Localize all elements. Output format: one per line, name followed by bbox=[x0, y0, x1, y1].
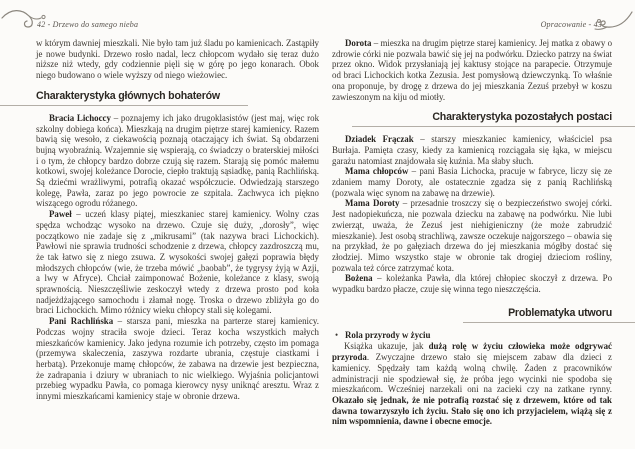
problem-text-bold: dużą rolę w życiu człowieka może odgrywać przyroda bbox=[332, 341, 612, 363]
character-description: – starsza pani, mieszka na parterze starej kamienicy. Podczas wojny straciła swoje dzieci. Teraz kocha wszystkich małych mieszkańców kamienicy. Jako jedyna rozumie ich potrzeby, często im pomaga (przemywa skaleczenia, zaszywa rozdarte ubrania, częstuje ciastkami i herbatą). Przekonuje mamę chłopców, że zabawa na drzewie jest bezpieczna, że zadrapania i dziury w ubraniach to nic wielkiego. Wyjaśnia policjantowi przebieg wypadku Pawła, co pomaga kierowcy nysy uniknąć aresztu. Wraz z innymi mieszkańcami kamienicy staje w obronie drzewa. bbox=[36, 316, 320, 402]
character-paragraph-mama-doroty bbox=[332, 198, 612, 273]
flourish-right-icon bbox=[592, 10, 634, 38]
running-head-left: 42 - Drzewo do samego nieba bbox=[37, 20, 139, 29]
section-heading-main-characters: Charakterystyka głównych bohaterów bbox=[0, 90, 248, 106]
character-description: – poznajemy ich jako drugoklasistów (jest maj, więc rok szkolny dobiega końca). Mieszkają na drugim piętrze starej kamienicy. Razem bawią się wesoło, z ciekawością poznają otaczający ich świat. Są obdarzeni bujną wyobraźnią. Wzajemnie się wspierają, co świadczy o braterskiej miłości i o tym, że chłopcy bardzo dobrze czują się razem. Starają się pomóc małemu kotkowi, swojej koleżance Dorocie, ciepło traktują sąsiadkę, panią Rachlińską. Są dziećmi wrażliwymi, potrafią okazać współczucie. Odwiedzają starszego kolegę, Pawła, zaraz po jego powrocie ze szpitala. Zachwyca ich piękno wiszącego ogrodu różanego. bbox=[36, 112, 320, 209]
character-description: – przesadnie troszczy się o bezpieczeństwo swojej córki. Jest nadopiekuńcza, nie pozwala dziecku na zabawę na podwórku. Nie lubi zwierząt, uważa, że Zezuś jest niehigieniczny (że może zabrudzić mieszkanie). Jest osobą strachliwą, zawsze oczekuje najgorszego – obawia się na przykład, że po gałęziach drzewa do jej mieszkania mógłby dostać się złodziej. Mimo wszystko staje w obronie tak drogiej dzieciom rośliny, pozwala też córce zatrzymać kota. bbox=[332, 198, 612, 273]
section-heading-problems: Problematyka utworu bbox=[463, 307, 635, 323]
character-name: Dziadek Frączak bbox=[345, 134, 414, 145]
character-name: Mama Doroty bbox=[345, 198, 400, 209]
character-description: – pani Basia Lichocka, pracuje w fabryce, liczy się ze zdaniem mamy Doroty, ale ostatecznie zgadza się z panią Rachlińską (pozwala więc synom na zabawę na drzewie). bbox=[332, 166, 612, 198]
character-description: – koleżanka Pawła, dla której chłopiec skoczył z drzewa. Po wypadku bardzo płacze, czuje się winna tego nieszczęścia. bbox=[332, 273, 613, 295]
bullet-item bbox=[332, 330, 612, 341]
character-name: Dorota bbox=[345, 38, 372, 48]
problem-text: . Zwyczajne drzewo stało się miejscem zabaw dla dzieci z kamienicy. Spędzały tam każdą wolną chwilę. Żaden z pracowników administracji nie spodziewał się, że próba jego wycinki nie spodoba się mieszkańcom. Wcześniej narzekali oni na zacieki czy na zatkane rynny. bbox=[332, 352, 612, 395]
character-description: – starszy mieszkaniec kamienicy, właściciel psa Burłaja. Pamięta czasy, kiedy za kamienicą rozciągała się łąka, w miejscu garażu natomiast znajdowała się kuźnia. Ma słaby słuch. bbox=[332, 134, 612, 166]
character-name: Bracia Lichoccy bbox=[49, 112, 111, 123]
character-paragraph-pawel bbox=[36, 209, 319, 316]
character-paragraph-rachlinska bbox=[36, 316, 319, 402]
character-paragraph-dorota bbox=[332, 38, 612, 102]
character-description: – uczeń klasy piątej, mieszkaniec starej kamienicy. Wolny czas spędza wchodząc wysoko na drzewo. Czuje się duży, „dorosły”, więc początkowo nie zadaje się z „mikrusami” (tak nazywa braci Lichockich). Pawłowi nie sprawia trudności schodzenie z drzewa, chłopcy zazdroszczą mu, że tak łatwo się z niego zsuwa. Z wysokości swojej gałęzi poprawia błędy młodszych chłopców (wie, że trzeba mówić „baobab”, że tygrysy żyją w Azji, a lwy w Afryce). Chciał zaimponować Bożenie, koleżance z klasy, swoją sprawnością. Nieszczęśliwie zeskoczył wtedy z drzewa prosto pod koła nadjeżdżającego samochodu i złamał nogę. Troska o drzewo zbliżyła go do braci Lichockich. Mimo różnicy wieku chłopcy stali się kolegami. bbox=[36, 209, 319, 316]
character-name: Pani Rachlińska bbox=[49, 316, 114, 327]
problem-text-bold: Okazało się jednak, że nie potrafią rozstać się z drzewem, które od tak dawna towarzyszyło ich życiu. Stało się ono ich przyjacielem, wiążą się z nim wspomnienia, dawne i obecne emocje. bbox=[332, 394, 612, 427]
character-name: Paweł bbox=[49, 209, 72, 220]
character-paragraph-bracia bbox=[36, 113, 319, 209]
character-paragraph-bozena bbox=[332, 273, 612, 294]
right-page-column bbox=[332, 38, 612, 427]
running-head-right: Opracowanie - 43 bbox=[540, 20, 602, 29]
character-paragraph-fraczak bbox=[332, 134, 612, 166]
left-page-column bbox=[36, 38, 319, 402]
continuation-paragraph: w którym dawniej mieszkali. Nie było tam już śladu po kamienicach. Zastąpiły je nowe budynki. Drzewo rosło nadal, lecz chłopcom wydało się teraz dużo niższe niż wtedy, gdy codziennie pięli się w górę po jego konarach. Obok niego budowano o wiele wyższy od niego wieżowiec. bbox=[36, 38, 319, 81]
section-heading-other-characters: Charakterystyka pozostałych postaci bbox=[352, 111, 635, 127]
character-name: Bożena bbox=[345, 273, 373, 284]
problem-text: Książka ukazuje, jak bbox=[344, 341, 429, 352]
bullet-title: Rola przyrody w życiu bbox=[345, 329, 431, 340]
character-paragraph-mama-chlopcow bbox=[332, 166, 612, 198]
character-description: – mieszka na drugim piętrze starej kamienicy. Jej matka z obawy o zdrowie córki nie pozwala bawić się jej na podwórku. Dziecko patrzy na świat przez okno. Widok przysłaniają jej kaktusy stojące na parapecie. Otrzymuje od braci Lichockich kotka Zezusia. Jest pomysłową dziewczynką. To właśnie ona proponuje, by drogę z drzewa do jej mieszkania Zezuś przebył w koszu zawieszonym na kiju od miotły. bbox=[332, 38, 613, 102]
character-name: Mama chłopców bbox=[345, 166, 409, 177]
problem-paragraph bbox=[332, 341, 612, 427]
bullet-icon: • bbox=[335, 329, 339, 340]
